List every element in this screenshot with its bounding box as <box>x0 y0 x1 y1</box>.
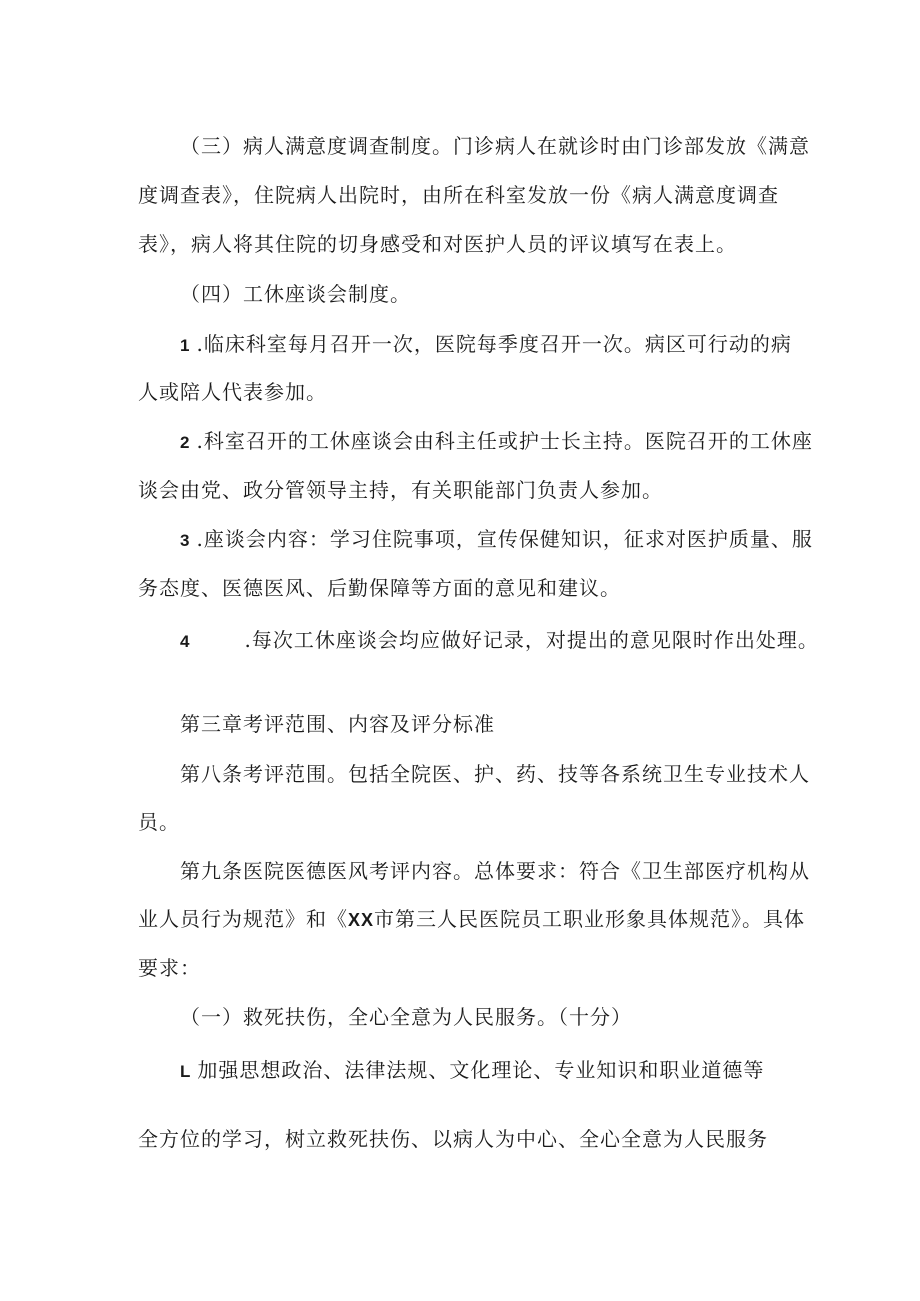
para-symposium-heading: （四）工休座谈会制度。 <box>180 282 411 306</box>
city-placeholder: XX <box>348 910 375 930</box>
article-8-line2: 员。 <box>138 810 180 834</box>
item-3-line2: 务态度、医德医风、后勤保障等方面的意见和建议。 <box>138 576 621 600</box>
item-2-line2: 谈会由党、政分管领导主持，有关职能部门负责人参加。 <box>138 478 663 502</box>
item-4-line1 <box>180 626 819 656</box>
item-1-text: .临床科室每月召开一次，医院每季度召开一次。病区可行动的病 <box>196 332 792 356</box>
item-3-text: .座谈会内容：学习住院事项，宣传保健知识，征求对医护质量、服 <box>196 527 813 551</box>
article-9-line2: 业人员行为规范》和《XX市第三人民医院员工职业形象具体规范》。具体 <box>138 907 806 931</box>
item-1-line1 <box>180 330 792 360</box>
item-4-text: .每次工休座谈会均应做好记录，对提出的意见限时作出处理。 <box>244 628 819 652</box>
para-satisfaction-line2: 度调查表》，住院病人出院时，由所在科室发放一份《病人满意度调查 <box>138 183 779 207</box>
item-2-line1 <box>180 427 813 457</box>
item-1-number: 1 <box>180 336 191 355</box>
article-8-line1: 第八条考评范围。包括全院医、护、药、技等各系统卫生专业技术人 <box>180 762 810 786</box>
section-1-item-line2: 全方位的学习，树立救死扶伤、以病人为中心、全心全意为人民服务 <box>138 1127 768 1151</box>
section-1-item-number: L <box>180 1062 192 1081</box>
item-3-line1 <box>180 525 813 555</box>
item-3-number: 3 <box>180 531 191 550</box>
para-satisfaction-line3: 表》，病人将其住院的切身感受和对医护人员的评议填写在表上。 <box>138 232 737 256</box>
item-4-number: 4 <box>180 632 191 651</box>
section-1-item-text: 加强思想政治、法律法规、文化理论、专业知识和职业道德等 <box>197 1058 765 1082</box>
section-1-item-line1 <box>180 1056 764 1086</box>
item-2-text: .科室召开的工休座谈会由科主任或护士长主持。医院召开的工休座 <box>196 429 813 453</box>
item-1-line2: 人或陪人代表参加。 <box>138 380 327 404</box>
article-9-line1: 第九条医院医德医风考评内容。总体要求：符合《卫生部医疗机构从 <box>180 859 810 883</box>
item-2-number: 2 <box>180 433 191 452</box>
chapter-heading: 第三章考评范围、内容及评分标准 <box>180 712 495 736</box>
article-9-line3: 要求： <box>138 956 201 980</box>
para-satisfaction-line1: （三）病人满意度调查制度。门诊病人在就诊时由门诊部发放《满意 <box>180 134 810 158</box>
section-1-heading: （一）救死扶伤，全心全意为人民服务。（十分） <box>180 1005 632 1029</box>
